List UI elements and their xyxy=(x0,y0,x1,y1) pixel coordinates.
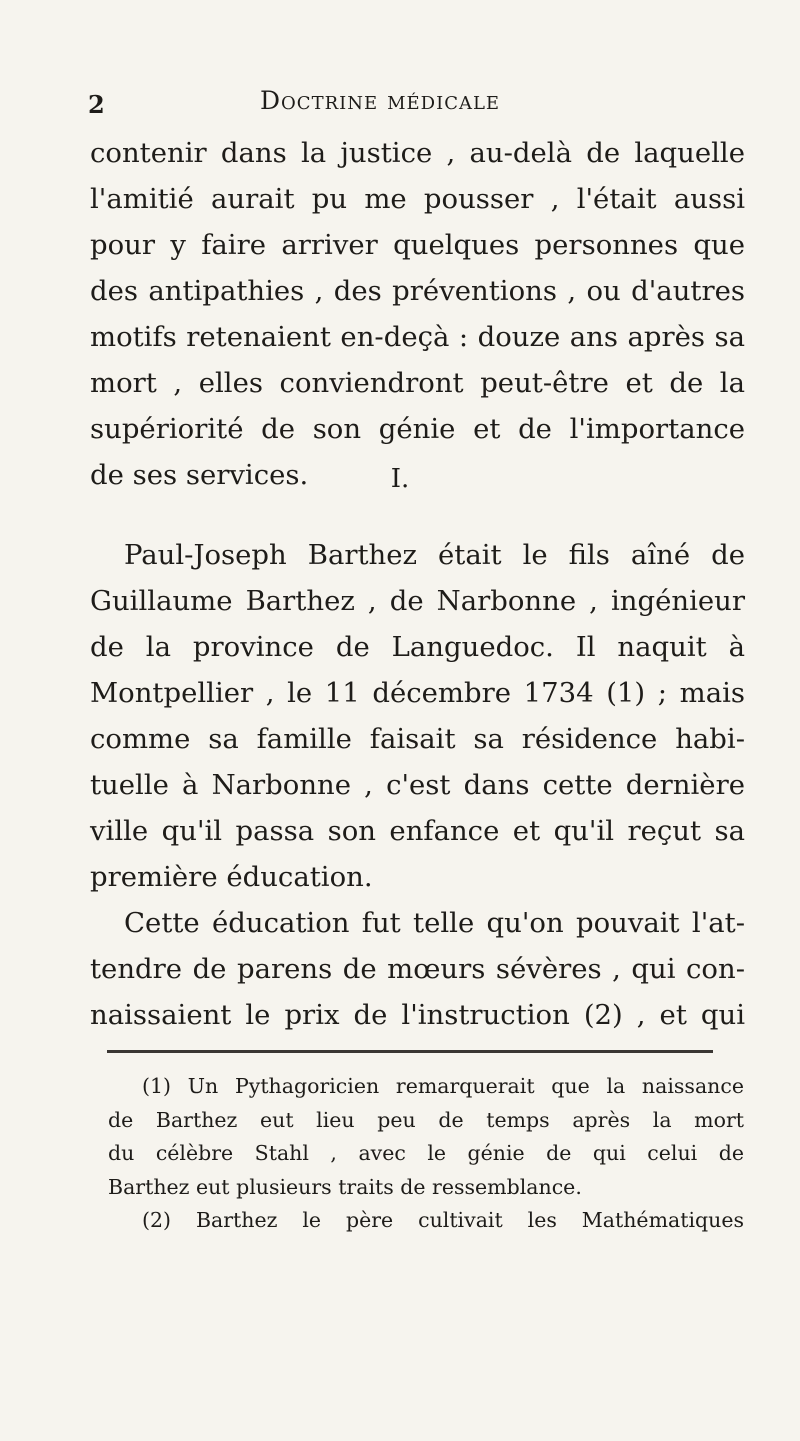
text-line: comme sa famille faisait sa résidence habi- xyxy=(90,723,745,755)
paragraph-2 xyxy=(90,532,745,1038)
text-line: naissaient le prix de l'instruction (2) , et qui xyxy=(90,999,745,1031)
text-line: des antipathies , des préventions , ou d'autres xyxy=(90,275,745,307)
text-line: Paul-Joseph Barthez était le fils aîné de xyxy=(124,539,745,571)
text-line: de ses services. xyxy=(90,459,309,491)
footnotes xyxy=(108,1070,744,1238)
text-line: Cette éducation fut telle qu'on pouvait l'at- xyxy=(124,907,745,939)
running-head xyxy=(88,86,728,122)
text-line: pour y faire arriver quelques personnes que xyxy=(90,229,745,261)
footnote-line: (2) Barthez le père cultivait les Mathématiques xyxy=(142,1208,744,1232)
footnote-line: (1) Un Pythagoricien remarquerait que la naissance xyxy=(142,1074,744,1098)
footnote-line: Barthez eut plusieurs traits de ressemblance. xyxy=(108,1174,582,1199)
text-line: Montpellier , le 11 décembre 1734 (1) ; mais xyxy=(90,677,745,709)
text-line: tendre de parens de mœurs sévères , qui con- xyxy=(90,953,745,985)
paragraph-1 xyxy=(90,130,745,498)
section-number: I. xyxy=(390,464,410,494)
text-line: mort , elles conviendront peut-être et de la xyxy=(90,367,745,399)
text-line: de la province de Languedoc. Il naquit à xyxy=(90,631,745,663)
text-line: Guillaume Barthez , de Narbonne , ingénieur xyxy=(90,585,745,617)
footnote-divider xyxy=(107,1050,713,1053)
text-line: contenir dans la justice , au-delà de laquelle xyxy=(90,137,745,169)
footnote-line: de Barthez eut lieu peu de temps après la mort xyxy=(108,1107,744,1132)
text-line: supériorité de son génie et de l'importance xyxy=(90,413,745,445)
text-line: l'amitié aurait pu me pousser , l'était aussi xyxy=(90,183,745,215)
text-line: tuelle à Narbonne , c'est dans cette dernière xyxy=(90,769,745,801)
footnote-line: du célèbre Stahl , avec le génie de qui celui de xyxy=(108,1141,744,1165)
text-line: première éducation. xyxy=(90,861,373,893)
text-line: ville qu'il passa son enfance et qu'il reçut sa xyxy=(90,815,745,847)
page-number: 2 xyxy=(88,90,105,119)
running-head-title: Doctrine médicale xyxy=(260,86,501,115)
text-line: motifs retenaient en-deçà : douze ans après sa xyxy=(90,321,745,353)
